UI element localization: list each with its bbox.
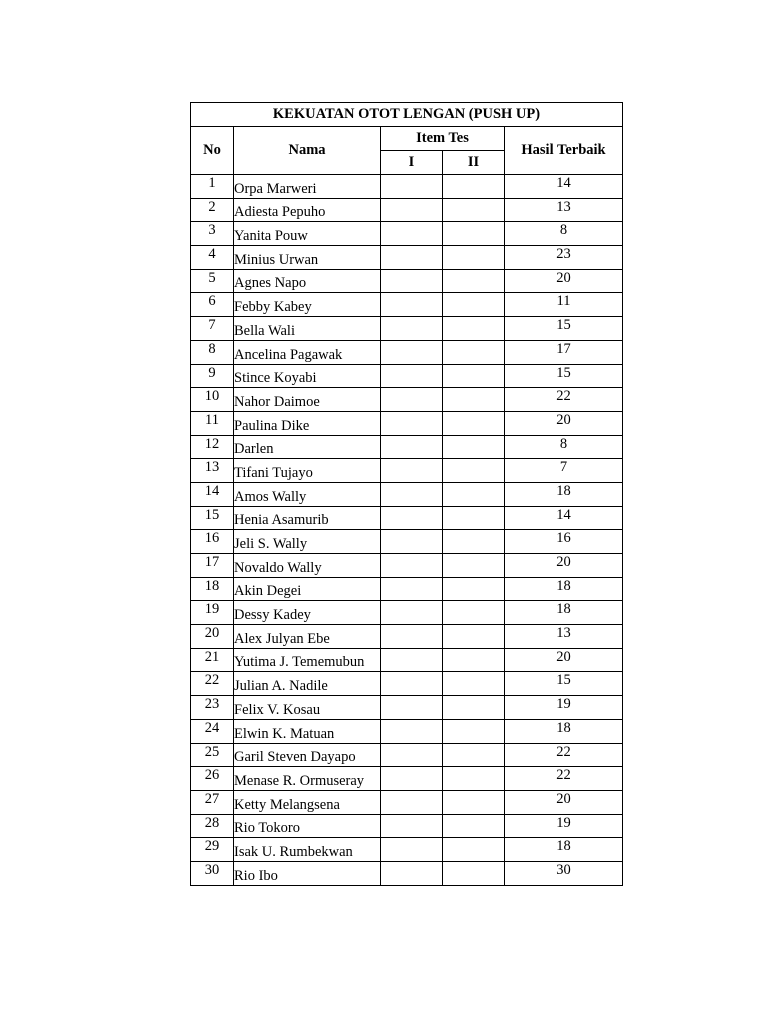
row-name-cell: Adiesta Pepuho — [234, 198, 381, 222]
row-number-cell: 28 — [191, 814, 234, 838]
row-name-cell: Minius Urwan — [234, 246, 381, 270]
row-item-i-cell — [381, 317, 443, 341]
row-best-result-cell: 22 — [505, 767, 623, 791]
table-row — [191, 317, 623, 341]
row-number-cell: 6 — [191, 293, 234, 317]
row-name-cell: Stince Koyabi — [234, 364, 381, 388]
row-item-ii-cell — [443, 530, 505, 554]
row-item-i-cell — [381, 719, 443, 743]
row-best-result-cell: 8 — [505, 435, 623, 459]
row-best-result-cell: 8 — [505, 222, 623, 246]
row-number-cell: 16 — [191, 530, 234, 554]
table-row — [191, 838, 623, 862]
row-name-cell: Akin Degei — [234, 577, 381, 601]
row-name-cell: Rio Tokoro — [234, 814, 381, 838]
row-name-cell: Paulina Dike — [234, 411, 381, 435]
row-name-cell: Henia Asamurib — [234, 506, 381, 530]
row-item-ii-cell — [443, 696, 505, 720]
table-row — [191, 364, 623, 388]
row-item-ii-cell — [443, 246, 505, 270]
row-name-cell: Garil Steven Dayapo — [234, 743, 381, 767]
row-item-i-cell — [381, 861, 443, 885]
row-best-result-cell: 17 — [505, 340, 623, 364]
table-row — [191, 482, 623, 506]
row-item-ii-cell — [443, 269, 505, 293]
row-item-ii-cell — [443, 601, 505, 625]
table-row — [191, 743, 623, 767]
row-item-i-cell — [381, 175, 443, 199]
row-best-result-cell: 20 — [505, 790, 623, 814]
row-name-cell: Alex Julyan Ebe — [234, 625, 381, 649]
row-best-result-cell: 19 — [505, 814, 623, 838]
row-number-cell: 9 — [191, 364, 234, 388]
row-item-i-cell — [381, 648, 443, 672]
row-item-ii-cell — [443, 388, 505, 412]
row-number-cell: 17 — [191, 554, 234, 578]
row-item-ii-cell — [443, 435, 505, 459]
row-item-i-cell — [381, 293, 443, 317]
row-item-ii-cell — [443, 506, 505, 530]
row-number-cell: 26 — [191, 767, 234, 791]
row-item-i-cell — [381, 530, 443, 554]
row-item-ii-cell — [443, 838, 505, 862]
row-item-ii-cell — [443, 790, 505, 814]
row-number-cell: 24 — [191, 719, 234, 743]
row-name-cell: Tifani Tujayo — [234, 459, 381, 483]
table-row — [191, 577, 623, 601]
row-name-cell: Darlen — [234, 435, 381, 459]
row-item-i-cell — [381, 269, 443, 293]
row-item-ii-cell — [443, 767, 505, 791]
table-row — [191, 222, 623, 246]
row-name-cell: Felix V. Kosau — [234, 696, 381, 720]
row-best-result-cell: 13 — [505, 198, 623, 222]
row-number-cell: 2 — [191, 198, 234, 222]
row-best-result-cell: 18 — [505, 719, 623, 743]
row-name-cell: Rio Ibo — [234, 861, 381, 885]
row-item-ii-cell — [443, 198, 505, 222]
row-best-result-cell: 20 — [505, 269, 623, 293]
header-no: No — [191, 127, 234, 175]
row-number-cell: 10 — [191, 388, 234, 412]
row-item-ii-cell — [443, 317, 505, 341]
row-name-cell: Yutima J. Tememubun — [234, 648, 381, 672]
row-best-result-cell: 22 — [505, 743, 623, 767]
row-best-result-cell: 30 — [505, 861, 623, 885]
push-up-results-table — [190, 102, 623, 886]
row-item-i-cell — [381, 411, 443, 435]
row-item-ii-cell — [443, 719, 505, 743]
header-item-tes: Item Tes — [381, 127, 505, 151]
header-hasil-terbaik: Hasil Terbaik — [505, 127, 623, 175]
header-item-i: I — [381, 151, 443, 175]
row-best-result-cell: 22 — [505, 388, 623, 412]
row-item-i-cell — [381, 838, 443, 862]
row-name-cell: Ancelina Pagawak — [234, 340, 381, 364]
row-number-cell: 18 — [191, 577, 234, 601]
table-row — [191, 554, 623, 578]
row-item-ii-cell — [443, 672, 505, 696]
table-row — [191, 530, 623, 554]
table-row — [191, 696, 623, 720]
row-item-i-cell — [381, 198, 443, 222]
table-row — [191, 293, 623, 317]
row-item-i-cell — [381, 459, 443, 483]
row-item-i-cell — [381, 625, 443, 649]
row-item-ii-cell — [443, 554, 505, 578]
row-item-i-cell — [381, 435, 443, 459]
row-item-i-cell — [381, 364, 443, 388]
header-item-ii: II — [443, 151, 505, 175]
row-best-result-cell: 7 — [505, 459, 623, 483]
row-number-cell: 20 — [191, 625, 234, 649]
table-row — [191, 340, 623, 364]
row-number-cell: 21 — [191, 648, 234, 672]
row-item-ii-cell — [443, 459, 505, 483]
row-item-i-cell — [381, 246, 443, 270]
table-row — [191, 601, 623, 625]
row-best-result-cell: 18 — [505, 482, 623, 506]
row-number-cell: 13 — [191, 459, 234, 483]
row-item-ii-cell — [443, 411, 505, 435]
table-row — [191, 767, 623, 791]
row-best-result-cell: 13 — [505, 625, 623, 649]
row-best-result-cell: 11 — [505, 293, 623, 317]
row-best-result-cell: 14 — [505, 175, 623, 199]
row-name-cell: Ketty Melangsena — [234, 790, 381, 814]
row-item-i-cell — [381, 743, 443, 767]
row-item-ii-cell — [443, 175, 505, 199]
row-name-cell: Yanita Pouw — [234, 222, 381, 246]
row-best-result-cell: 19 — [505, 696, 623, 720]
table-row — [191, 246, 623, 270]
row-name-cell: Nahor Daimoe — [234, 388, 381, 412]
table-row — [191, 790, 623, 814]
table-row — [191, 814, 623, 838]
row-number-cell: 23 — [191, 696, 234, 720]
row-number-cell: 27 — [191, 790, 234, 814]
row-name-cell: Menase R. Ormuseray — [234, 767, 381, 791]
table-row — [191, 388, 623, 412]
row-number-cell: 1 — [191, 175, 234, 199]
row-item-i-cell — [381, 388, 443, 412]
row-item-i-cell — [381, 482, 443, 506]
row-name-cell: Isak U. Rumbekwan — [234, 838, 381, 862]
row-best-result-cell: 20 — [505, 648, 623, 672]
table-row — [191, 459, 623, 483]
row-name-cell: Orpa Marweri — [234, 175, 381, 199]
row-number-cell: 7 — [191, 317, 234, 341]
table-row — [191, 198, 623, 222]
row-item-ii-cell — [443, 625, 505, 649]
row-item-i-cell — [381, 814, 443, 838]
row-item-i-cell — [381, 696, 443, 720]
row-number-cell: 30 — [191, 861, 234, 885]
table-row — [191, 506, 623, 530]
row-item-i-cell — [381, 601, 443, 625]
row-name-cell: Agnes Napo — [234, 269, 381, 293]
row-item-ii-cell — [443, 293, 505, 317]
table-row — [191, 435, 623, 459]
table-row — [191, 672, 623, 696]
row-number-cell: 15 — [191, 506, 234, 530]
row-best-result-cell: 14 — [505, 506, 623, 530]
table-row — [191, 269, 623, 293]
table-row — [191, 175, 623, 199]
row-item-i-cell — [381, 577, 443, 601]
row-best-result-cell: 18 — [505, 838, 623, 862]
row-item-ii-cell — [443, 222, 505, 246]
row-best-result-cell: 15 — [505, 364, 623, 388]
row-name-cell: Dessy Kadey — [234, 601, 381, 625]
row-item-ii-cell — [443, 364, 505, 388]
row-name-cell: Novaldo Wally — [234, 554, 381, 578]
row-item-i-cell — [381, 767, 443, 791]
row-item-i-cell — [381, 222, 443, 246]
row-item-ii-cell — [443, 577, 505, 601]
row-number-cell: 12 — [191, 435, 234, 459]
row-name-cell: Bella Wali — [234, 317, 381, 341]
row-best-result-cell: 15 — [505, 317, 623, 341]
row-number-cell: 3 — [191, 222, 234, 246]
row-name-cell: Jeli S. Wally — [234, 530, 381, 554]
row-best-result-cell: 15 — [505, 672, 623, 696]
row-best-result-cell: 18 — [505, 577, 623, 601]
row-item-i-cell — [381, 672, 443, 696]
row-name-cell: Julian A. Nadile — [234, 672, 381, 696]
row-item-ii-cell — [443, 743, 505, 767]
table-row — [191, 648, 623, 672]
row-item-ii-cell — [443, 648, 505, 672]
row-number-cell: 25 — [191, 743, 234, 767]
row-best-result-cell: 18 — [505, 601, 623, 625]
row-best-result-cell: 23 — [505, 246, 623, 270]
row-item-i-cell — [381, 506, 443, 530]
row-item-i-cell — [381, 554, 443, 578]
row-number-cell: 19 — [191, 601, 234, 625]
table-row — [191, 625, 623, 649]
row-number-cell: 14 — [191, 482, 234, 506]
row-number-cell: 8 — [191, 340, 234, 364]
row-item-ii-cell — [443, 482, 505, 506]
row-number-cell: 4 — [191, 246, 234, 270]
row-item-ii-cell — [443, 814, 505, 838]
row-number-cell: 29 — [191, 838, 234, 862]
table-title: KEKUATAN OTOT LENGAN (PUSH UP) — [191, 103, 623, 127]
row-number-cell: 22 — [191, 672, 234, 696]
row-name-cell: Febby Kabey — [234, 293, 381, 317]
row-number-cell: 5 — [191, 269, 234, 293]
row-name-cell: Amos Wally — [234, 482, 381, 506]
table-row — [191, 411, 623, 435]
row-number-cell: 11 — [191, 411, 234, 435]
row-name-cell: Elwin K. Matuan — [234, 719, 381, 743]
header-nama: Nama — [234, 127, 381, 175]
row-item-i-cell — [381, 790, 443, 814]
row-best-result-cell: 20 — [505, 554, 623, 578]
table-body — [191, 175, 623, 886]
row-best-result-cell: 16 — [505, 530, 623, 554]
table-row — [191, 861, 623, 885]
row-item-ii-cell — [443, 340, 505, 364]
row-item-i-cell — [381, 340, 443, 364]
row-best-result-cell: 20 — [505, 411, 623, 435]
row-item-ii-cell — [443, 861, 505, 885]
table-row — [191, 719, 623, 743]
